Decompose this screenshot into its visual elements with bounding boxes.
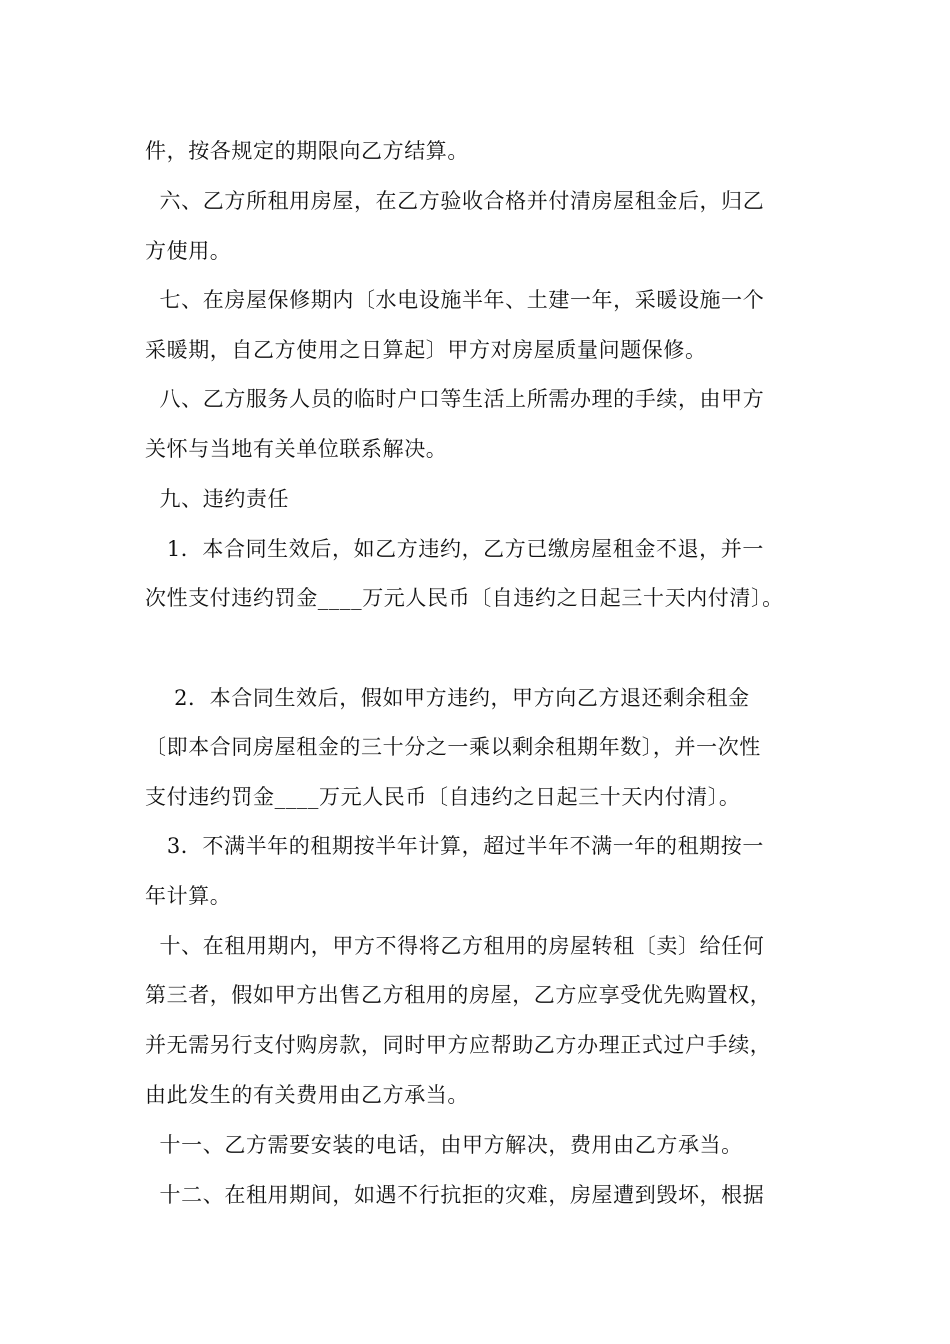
text-line: 关怀与当地有关单位联系解决。 [145, 437, 448, 461]
text-line: 八、乙方服务人员的临时户口等生活上所需办理的手续，由甲方 [145, 387, 765, 411]
text-line: 六、乙方所租用房屋，在乙方验收合格并付清房屋租金后，归乙 [145, 189, 765, 213]
text-line: 2．本合同生效后，假如甲方违约，甲方向乙方退还剩余租金 [145, 686, 750, 710]
text-line: 由此发生的有关费用由乙方承当。 [145, 1083, 469, 1107]
text-line: 十一、乙方需要安装的电话，由甲方解决，费用由乙方承当。 [145, 1133, 743, 1157]
text-line: 十、在租用期内，甲方不得将乙方租用的房屋转租〔卖〕给任何 [145, 934, 765, 958]
text-line: 〔即本合同房屋租金的三十分之一乘以剩余租期年数〕，并一次性 [145, 735, 761, 759]
text-line: 并无需另行支付购房款，同时甲方应帮助乙方办理正式过户手续， [145, 1033, 772, 1057]
text-line: 1．本合同生效后，如乙方违约，乙方已缴房屋租金不退，并一 [145, 537, 764, 561]
text-line: 十二、在租用期间，如遇不行抗拒的灾难，房屋遭到毁坏，根据 [145, 1183, 765, 1207]
text-line: 九、违约责任 [145, 487, 290, 511]
text-line: 3．不满半年的租期按半年计算，超过半年不满一年的租期按一 [145, 834, 764, 858]
text-line: 方使用。 [145, 239, 232, 263]
text-line: 件，按各规定的期限向乙方结算。 [145, 139, 469, 163]
text-line: 采暖期，自乙方使用之日算起〕甲方对房屋质量问题保修。 [145, 338, 707, 362]
text-line: 第三者，假如甲方出售乙方租用的房屋，乙方应享受优先购置权， [145, 983, 772, 1007]
text-line: 支付违约罚金____万元人民币〔自违约之日起三十天内付清〕。 [145, 785, 741, 809]
text-line: 年计算。 [145, 884, 232, 908]
text-line: 次性支付违约罚金____万元人民币〔自违约之日起三十天内付清〕。 [145, 586, 784, 610]
text-line: 七、在房屋保修期内〔水电设施半年、土建一年，采暖设施一个 [145, 288, 765, 312]
